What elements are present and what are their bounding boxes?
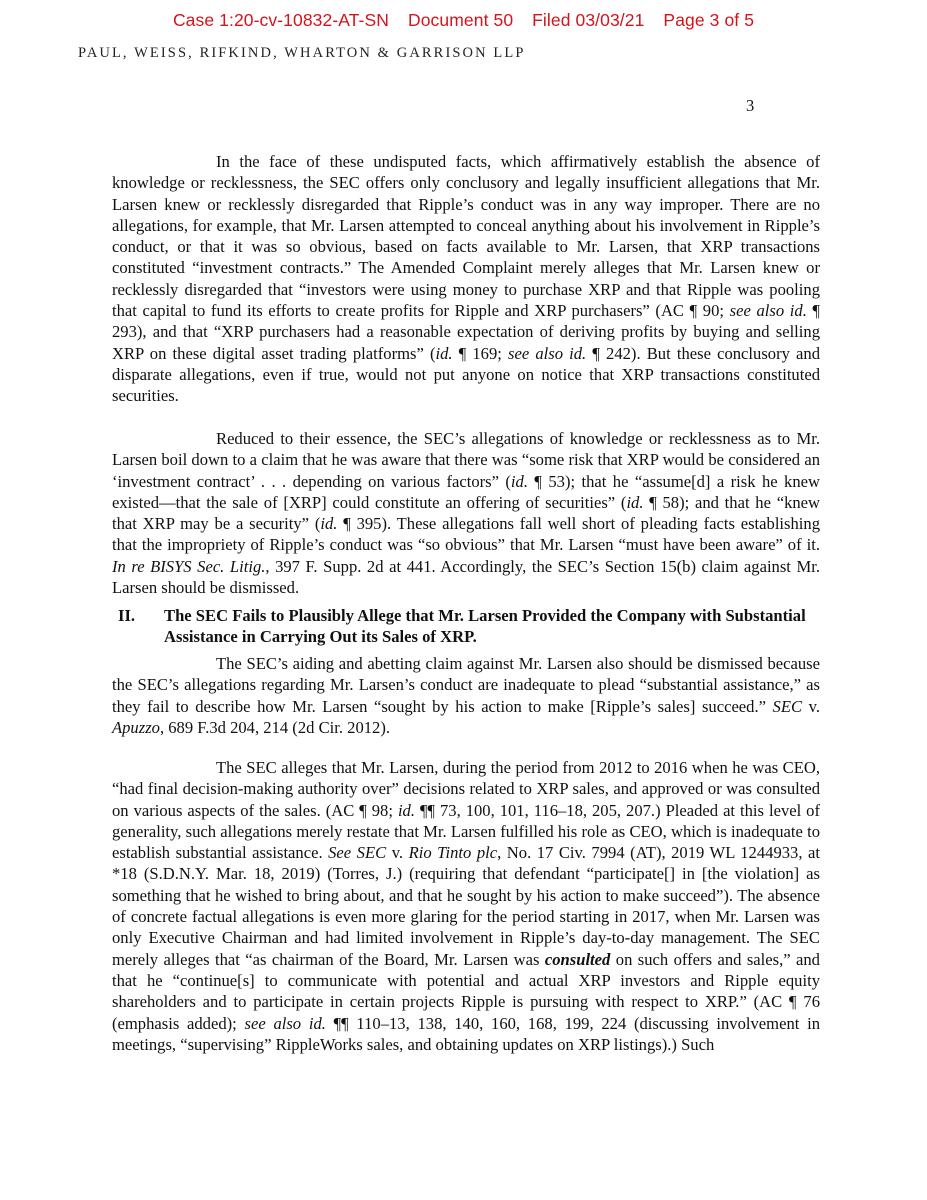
section-title: The SEC Fails to Plausibly Allege that Mr. Larsen Provided the Company with Substantial Assistance in Carrying Out its Sales of XRP. (164, 606, 806, 647)
ecf-case-number: Case 1:20-cv-10832-AT-SN (172, 10, 389, 30)
ecf-document-number: Document 50 (407, 10, 514, 30)
section-heading-ii (112, 605, 820, 648)
letterhead-firm-name: PAUL, WEISS, RIFKIND, WHARTON & GARRISON LLP (78, 45, 526, 61)
ecf-page-indicator: Page 3 of 5 (663, 10, 755, 30)
paragraph-allegations-essence: Reduced to their essence, the SEC’s allegations of knowledge or recklessness as to Mr. Larsen boil down to a claim that he was aware that there was “some risk that XRP would be considered an ‘investment contract’ . . . depending on various factors” (id. ¶ 53); that he “assume[d] a risk he knew existed—that the sale of [XRP] could constitute an offering of securities” (id. ¶ 58); and that he “knew that XRP may be a security” (id. ¶ 395). These allegations fall well short of pleading facts establishing that the impropriety of Ripple’s conduct was “so obvious” that Mr. Larsen “must have been aware” of it. In re BISYS Sec. Litig., 397 F. Supp. 2d at 441. Accordingly, the SEC’s Section 15(b) claim against Mr. Larsen should be dismissed. (112, 429, 821, 598)
section-number: II. (118, 606, 136, 625)
ecf-filed-date: Filed 03/03/21 (532, 10, 645, 30)
page-number: 3 (746, 96, 755, 115)
paragraph-ceo-allegations: The SEC alleges that Mr. Larsen, during the period from 2012 to 2016 when he was CEO, “had final decision-making authority over” decisions related to XRP sales, and approved or was consulted on various aspects of the sales. (AC ¶ 98; id. ¶¶ 73, 100, 101, 116–18, 205, 207.) Pleaded at this level of generality, such allegations merely restate that Mr. Larsen fulfilled his role as CEO, which is inadequate to establish substantial assistance. See SEC v. Rio Tinto plc, No. 17 Civ. 7994 (AT), 2019 WL 1244933, at *18 (S.D.N.Y. Mar. 18, 2019) (Torres, J.) (requiring that defendant “participate[] in [the violation] as something that he wished to bring about, and that he sought by his action to make succeed”). The absence of concrete factual allegations is even more glaring for the period starting in 2017, when Mr. Larsen was only Executive Chairman and had limited involvement in Ripple’s day-to-day management. The SEC merely alleges that “as chairman of the Board, Mr. Larsen was consulted on such offers and sales,” and that he “continue[s] to communicate with potential and actual XRP investors and Ripple equity shareholders and to participate in certain projects Ripple is pursuing with respect to XRP.” (AC ¶ 76 (emphasis added); see also id. ¶¶ 110–13, 138, 140, 160, 168, 199, 224 (discussing involvement in meetings, “supervising” RippleWorks sales, and obtaining updates on XRP listings).) Such (112, 758, 821, 1054)
paragraph-aiding-abetting: The SEC’s aiding and abetting claim against Mr. Larsen also should be dismissed because the SEC’s allegations regarding Mr. Larsen’s conduct are inadequate to plead “substantial assistance,” as they fail to describe how Mr. Larsen “sought by his action to make [Ripple’s sales] succeed.” SEC v. Apuzzo, 689 F.3d 204, 214 (2d Cir. 2012). (112, 654, 820, 737)
ecf-filing-header (0, 10, 927, 31)
paragraph-knowledge-recklessness: In the face of these undisputed facts, which affirmatively establish the absence of knowledge or recklessness, the SEC offers only conclusory and legally insufficient allegations that Mr. Larsen knew or recklessly disregarded that Ripple’s conduct was in any way improper. There are no allegations, for example, that Mr. Larsen attempted to conceal anything about his involvement in Ripple’s conduct, or that it was so obvious, based on facts available to Mr. Larsen, that XRP transactions constituted “investment contracts.” The Amended Complaint merely alleges that Mr. Larsen knew or recklessly disregarded that “investors were using money to purchase XRP and that Ripple was pooling that capital to fund its efforts to create profits for Ripple and XRP purchasers” (AC ¶ 90; see also id. ¶ 293), and that “XRP purchasers had a reasonable expectation of deriving profits by buying and selling XRP on these digital asset trading platforms” (id. ¶ 169; see also id. ¶ 242). But these conclusory and disparate allegations, even if true, would not put anyone on notice that XRP transactions constituted securities. (112, 152, 821, 406)
